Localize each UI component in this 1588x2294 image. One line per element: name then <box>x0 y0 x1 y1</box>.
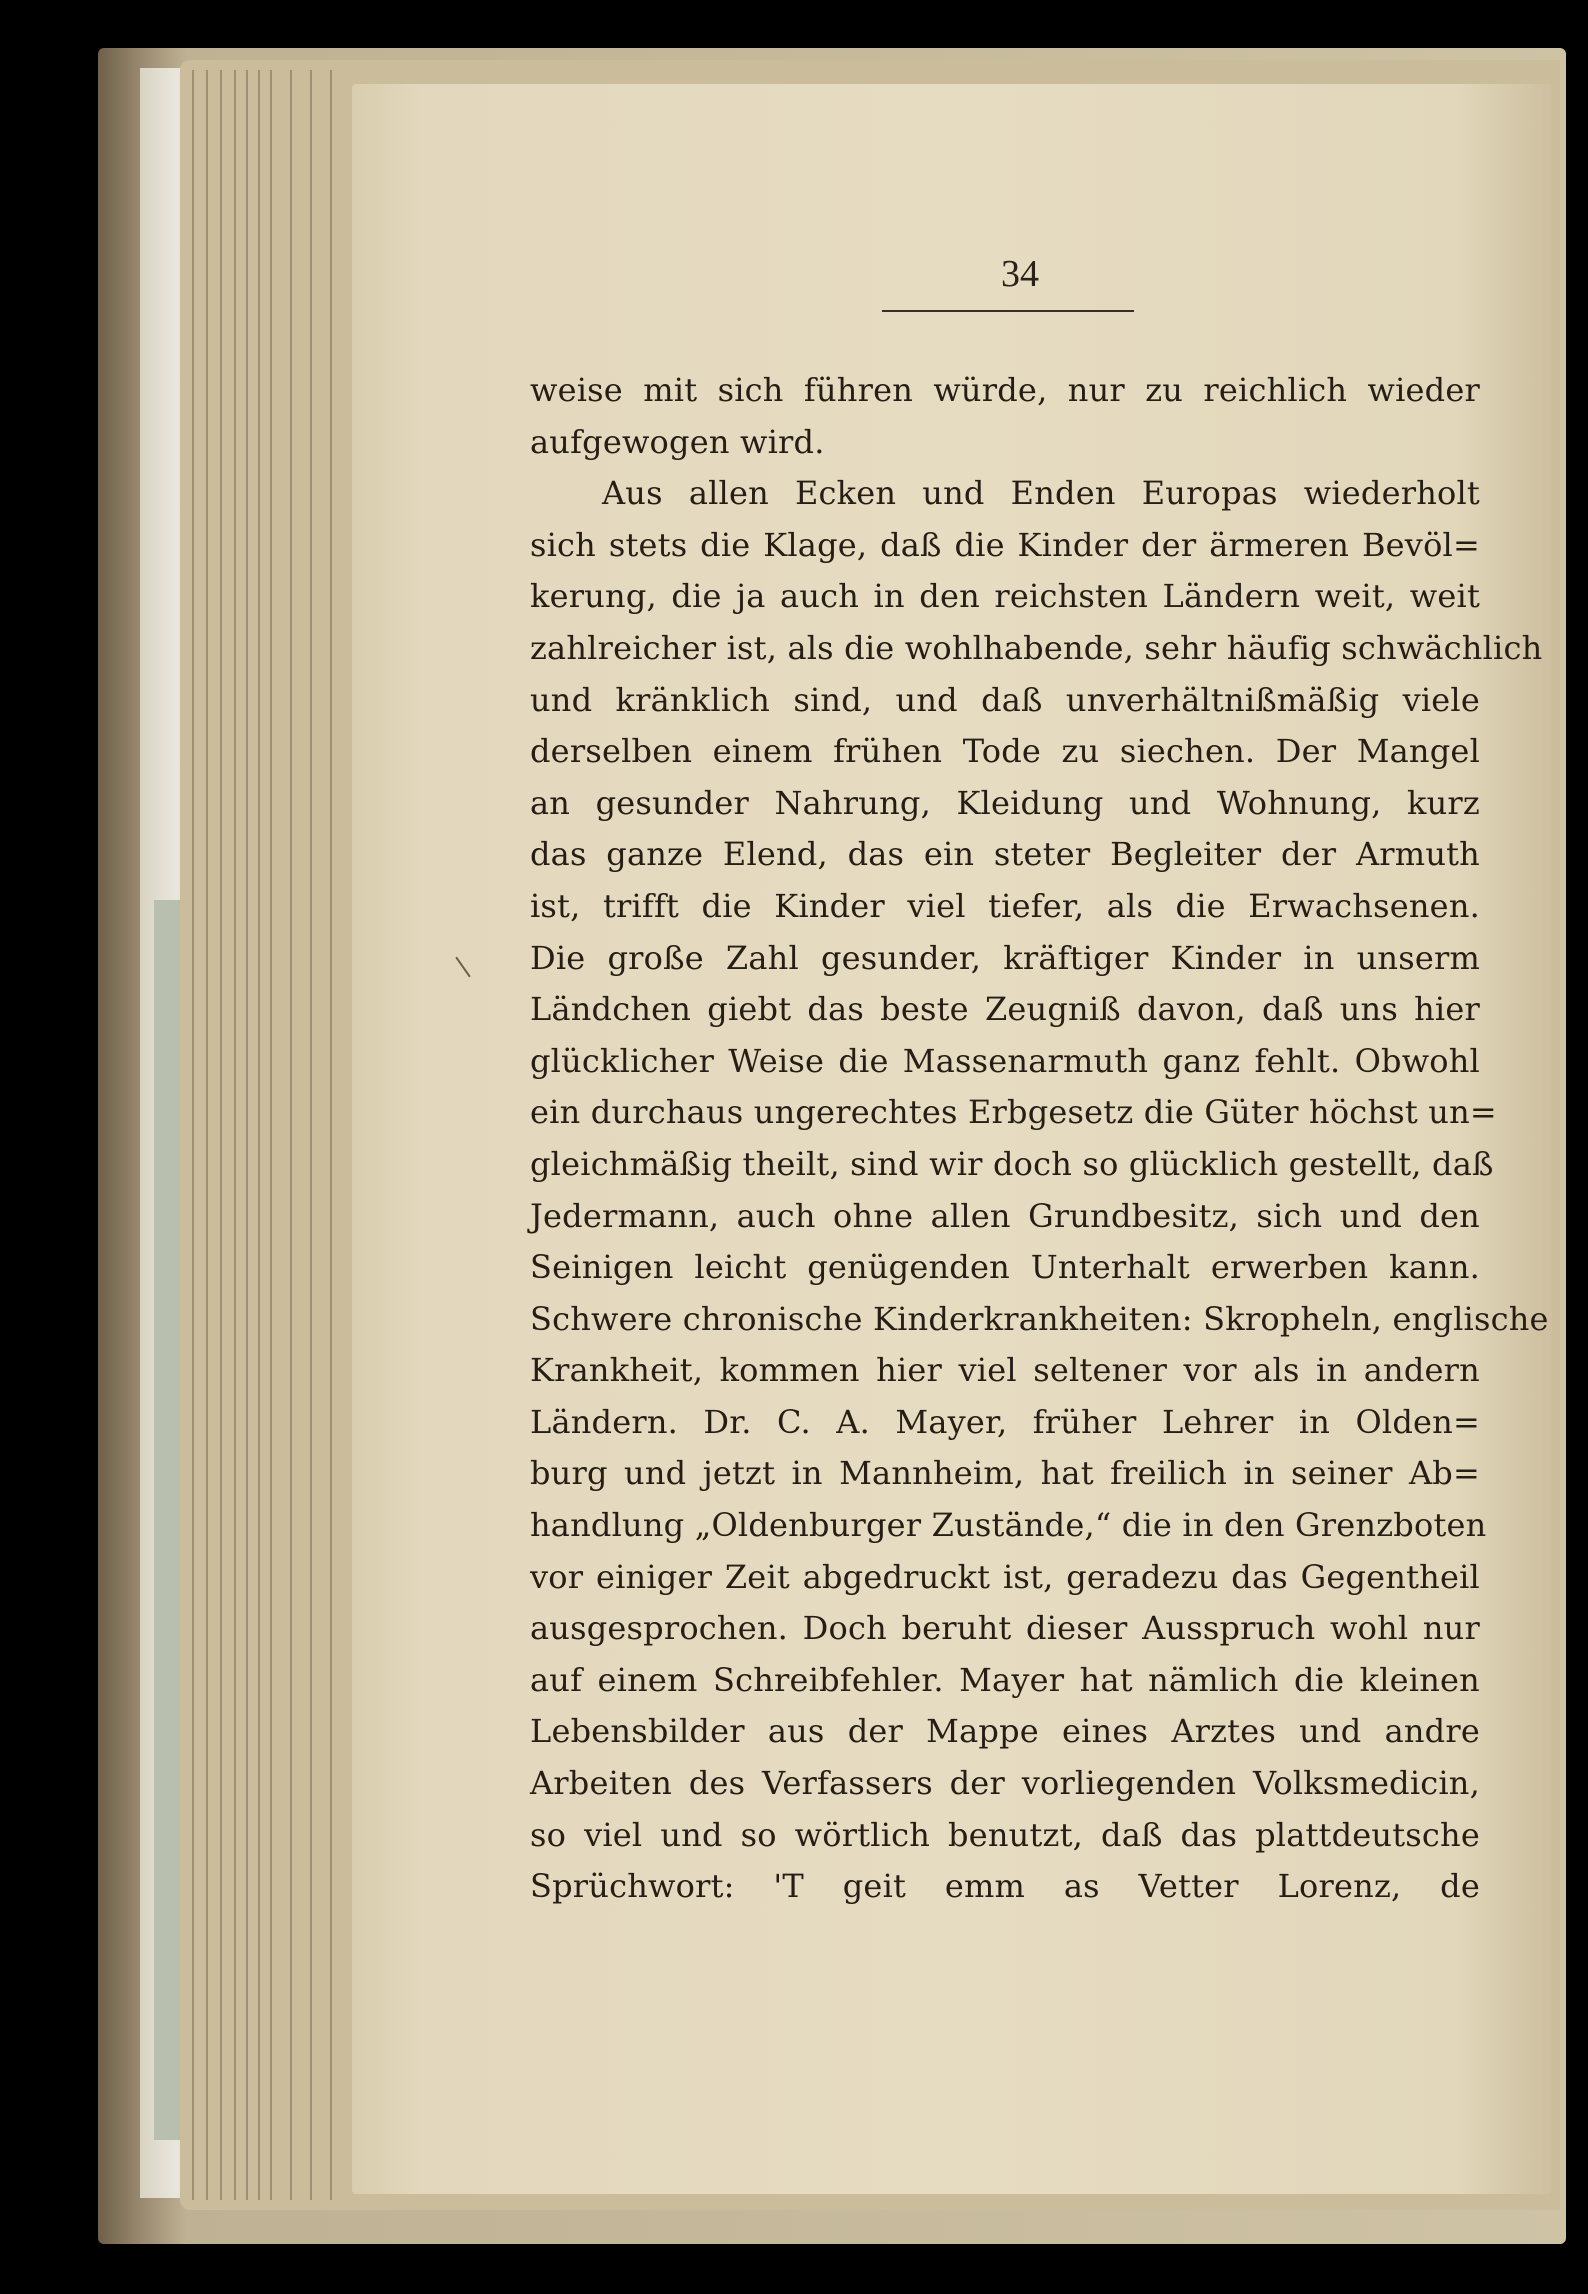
text-line: derselben einem frühen Tode zu siechen. Der Mangel <box>530 732 1480 771</box>
page-leaf-edge <box>330 70 332 2200</box>
page-leaf-edge <box>206 70 208 2200</box>
text-line: das ganze Elend, das ein steter Begleiter der Armuth <box>530 835 1480 874</box>
page-leaf-edge <box>290 70 292 2200</box>
text-line: Seinigen leicht genügenden Unterhalt erwerben kann. <box>530 1248 1480 1287</box>
page-leaf-edge <box>310 70 312 2200</box>
text-line: Jedermann, auch ohne allen Grundbesitz, sich und den <box>530 1196 1480 1235</box>
text-line: handlung „Oldenburger Zustände,“ die in den Grenzboten <box>530 1506 1487 1545</box>
text-line: ein durchaus ungerechtes Erbgesetz die Güter höchst un= <box>530 1093 1497 1132</box>
page-leaf-edge <box>234 70 236 2200</box>
endpaper-green-strip <box>154 900 182 2140</box>
text-line: zahlreicher ist, als die wohlhabende, sehr häufig schwächlich <box>530 628 1543 667</box>
text-line: aufgewogen wird. <box>530 422 825 461</box>
text-line: ausgesprochen. Doch beruht dieser Ausspruch wohl nur <box>530 1609 1480 1648</box>
text-line: so viel und so wörtlich benutzt, daß das plattdeutsche <box>530 1815 1480 1854</box>
text-line: Arbeiten des Verfassers der vorliegenden Volksmedicin, <box>530 1764 1480 1803</box>
page-leaf-edge <box>246 70 248 2200</box>
text-line: Aus allen Ecken und Enden Europas wiederholt <box>602 474 1480 513</box>
text-line: Ländern. Dr. C. A. Mayer, früher Lehrer in Olden= <box>530 1402 1480 1441</box>
text-line: Schwere chronische Kinderkrankheiten: Skropheln, englische <box>530 1299 1549 1338</box>
text-line: auf einem Schreibfehler. Mayer hat nämlich die kleinen <box>530 1660 1480 1699</box>
text-line: ist, trifft die Kinder viel tiefer, als die Erwachsenen. <box>530 886 1480 925</box>
header-rule <box>882 310 1134 312</box>
page-leaf-edge <box>192 70 194 2200</box>
text-line: gleichmäßig theilt, sind wir doch so glücklich gestellt, daß <box>530 1144 1494 1183</box>
text-line: glücklicher Weise die Massenarmuth ganz fehlt. Obwohl <box>530 1041 1480 1080</box>
page-leaf-edge <box>220 70 222 2200</box>
text-line: kerung, die ja auch in den reichsten Ländern weit, weit <box>530 577 1480 616</box>
text-line: Die große Zahl gesunder, kräftiger Kinder in unserm <box>530 938 1480 977</box>
text-line: an gesunder Nahrung, Kleidung und Wohnung, kurz <box>530 783 1480 822</box>
text-line: Krankheit, kommen hier viel seltener vor als in andern <box>530 1351 1480 1390</box>
text-line: Lebensbilder aus der Mappe eines Arztes und andre <box>530 1712 1480 1751</box>
text-line: burg und jetzt in Mannheim, hat freilich in seiner Ab= <box>530 1454 1480 1493</box>
text-line: sich stets die Klage, daß die Kinder der ärmeren Bevöl= <box>530 525 1480 564</box>
page-leaf-edge <box>258 70 260 2200</box>
text-line: Ländchen giebt das beste Zeugniß davon, daß uns hier <box>530 990 1480 1029</box>
body-text <box>530 365 1549 1913</box>
page-number: 34 <box>1001 253 1039 295</box>
page-leaf-edge <box>270 70 272 2200</box>
text-line: weise mit sich führen würde, nur zu reichlich wieder <box>530 371 1480 409</box>
text-line: und kränklich sind, und daß unverhältnißmäßig viele <box>530 680 1480 719</box>
text-line: Sprüchwort: 'T geit emm as Vetter Lorenz, de <box>530 1867 1480 1906</box>
text-line: vor einiger Zeit abgedruckt ist, geradezu das Gegentheil <box>530 1557 1480 1596</box>
